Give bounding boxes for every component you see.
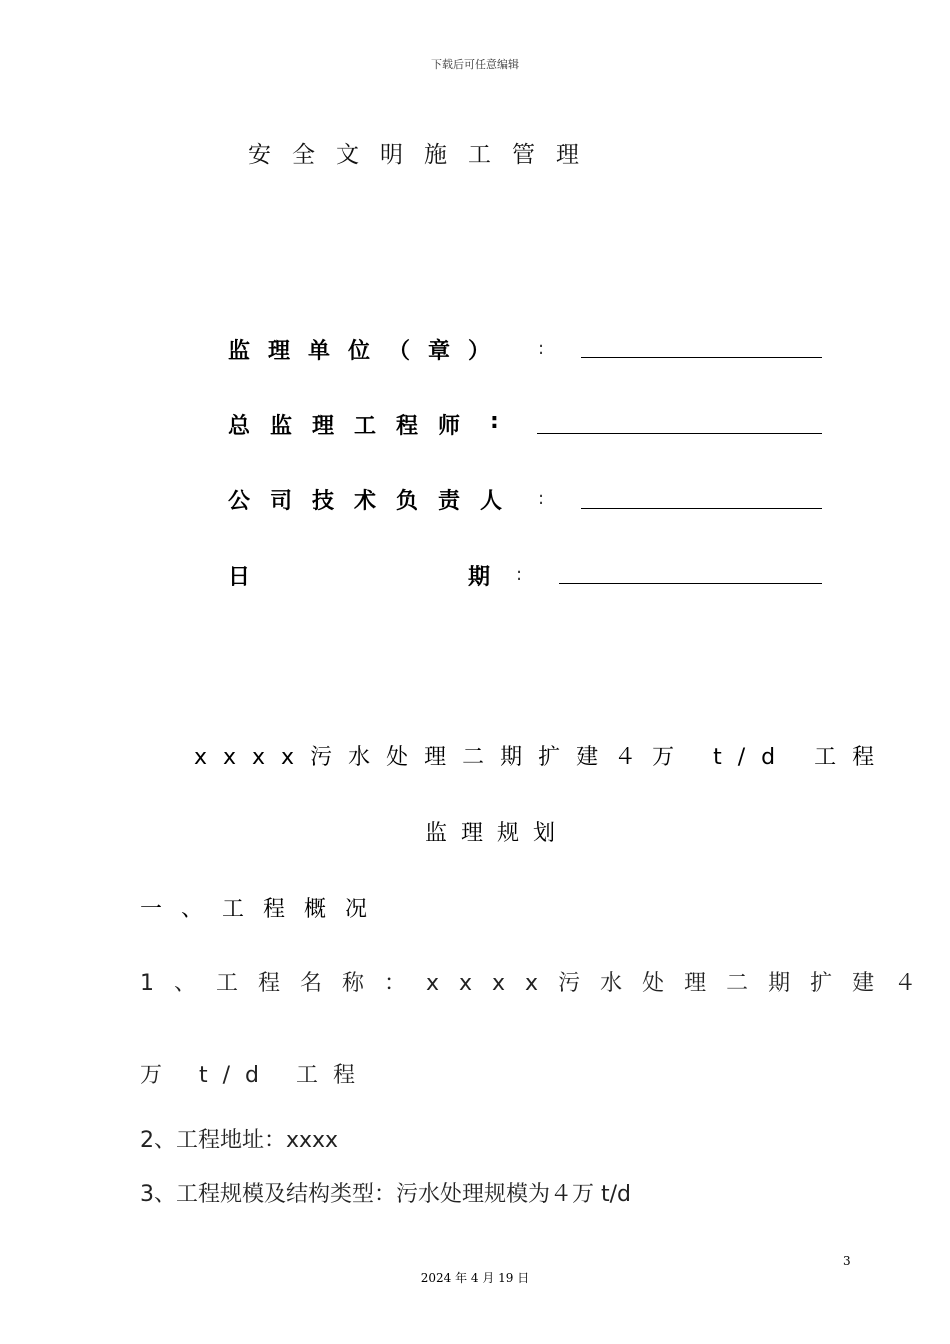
header-note: 下载后可任意编辑 <box>431 58 519 71</box>
item1-line2: 万 t/d 工程 <box>140 1063 370 1088</box>
chief-engineer-signature-line[interactable] <box>537 433 822 434</box>
section-heading: 一、工程概况 <box>140 897 387 922</box>
tech-director-colon: : <box>538 488 545 509</box>
page-number: 3 <box>843 1254 851 1268</box>
date-signature-line[interactable] <box>559 583 822 584</box>
supervision-unit-signature-line[interactable] <box>581 357 822 358</box>
date-label-left: 日 <box>228 565 269 590</box>
date-label-right: 期 <box>468 565 509 590</box>
item3: 3、工程规模及结构类型：污水处理规模为４万 t/d <box>140 1182 631 1207</box>
date-colon: : <box>516 564 523 585</box>
top-title: 安全文明施工管理 <box>248 142 600 168</box>
sub-title: 监理规划 <box>425 821 570 846</box>
chief-engineer-colon: : <box>490 409 517 434</box>
item1-line1: 1、工程名称：xxxx污水处理二期扩建４ <box>140 971 937 996</box>
tech-director-label: 公司技术负责人 <box>228 489 523 514</box>
item2: 2、工程地址：xxxx <box>140 1128 339 1153</box>
tech-director-signature-line[interactable] <box>581 508 822 509</box>
supervision-unit-label: 监理单位（章） <box>228 339 509 364</box>
supervision-unit-colon: : <box>538 338 545 359</box>
chief-engineer-label: 总监理工程师 <box>228 414 481 439</box>
footer-date: 2024 年 4 月 19 日 <box>420 1271 530 1285</box>
project-title: xxxx污水处理二期扩建４万 t/d 工程 <box>194 745 891 770</box>
